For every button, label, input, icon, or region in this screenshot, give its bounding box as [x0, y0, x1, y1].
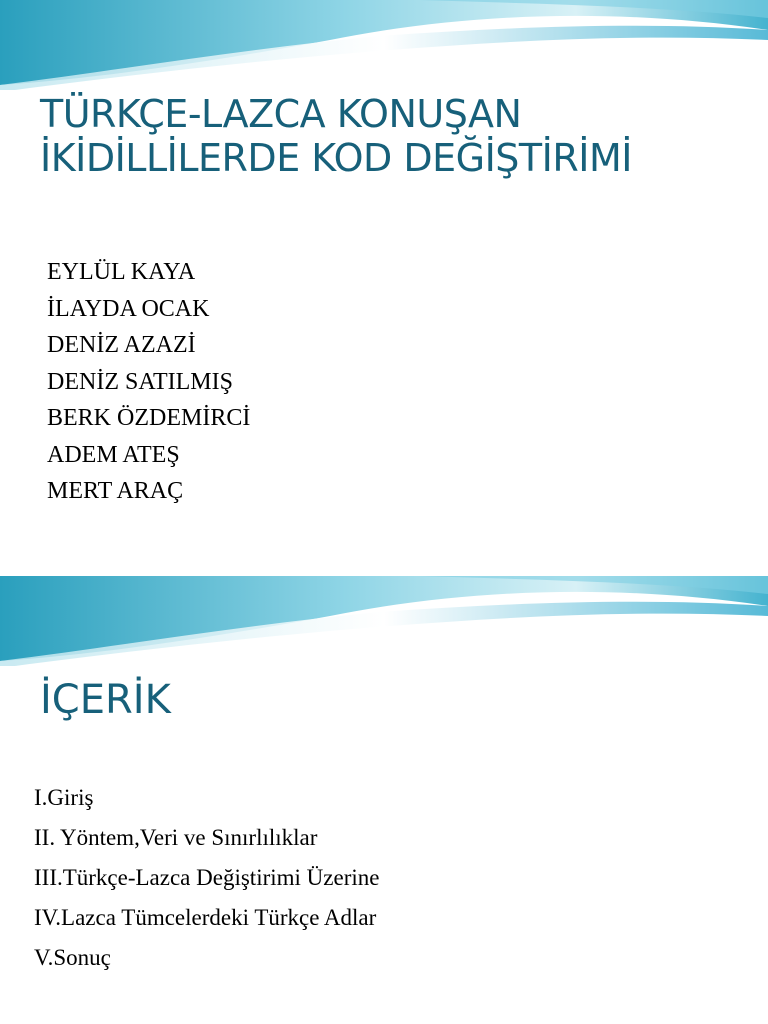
slide-separator	[0, 512, 768, 576]
contents-item: III.Türkçe-Lazca Değiştirimi Üzerine	[34, 865, 380, 890]
wave-decoration	[0, 0, 768, 90]
author-item: DENİZ SATILMIŞ	[47, 368, 233, 395]
contents-list	[34, 778, 379, 978]
slide-title	[40, 92, 632, 180]
slide-title-line-2: İKİDİLLİLERDE KOD DEĞİŞTİRİMİ	[40, 136, 632, 180]
contents-item: I.Giriş	[34, 785, 94, 810]
contents-item: II. Yöntem,Veri ve Sınırlılıklar	[34, 825, 318, 850]
slide-title-line-1: TÜRKÇE-LAZCA KONUŞAN	[40, 92, 522, 136]
wave-decoration	[0, 576, 768, 666]
contents-heading: İÇERİK	[40, 677, 171, 723]
author-item: İLAYDA OCAK	[47, 295, 210, 322]
contents-item: IV.Lazca Tümcelerdeki Türkçe Adlar	[34, 905, 377, 930]
author-item: EYLÜL KAYA	[47, 259, 196, 285]
author-item: ADEM ATEŞ	[47, 441, 180, 468]
author-item: MERT ARAÇ	[47, 478, 184, 504]
author-list	[47, 254, 250, 510]
author-item: BERK ÖZDEMİRCİ	[47, 405, 251, 431]
author-item: DENİZ AZAZİ	[47, 332, 196, 358]
contents-item: V.Sonuç	[34, 945, 111, 970]
contents-slide	[0, 576, 768, 1024]
